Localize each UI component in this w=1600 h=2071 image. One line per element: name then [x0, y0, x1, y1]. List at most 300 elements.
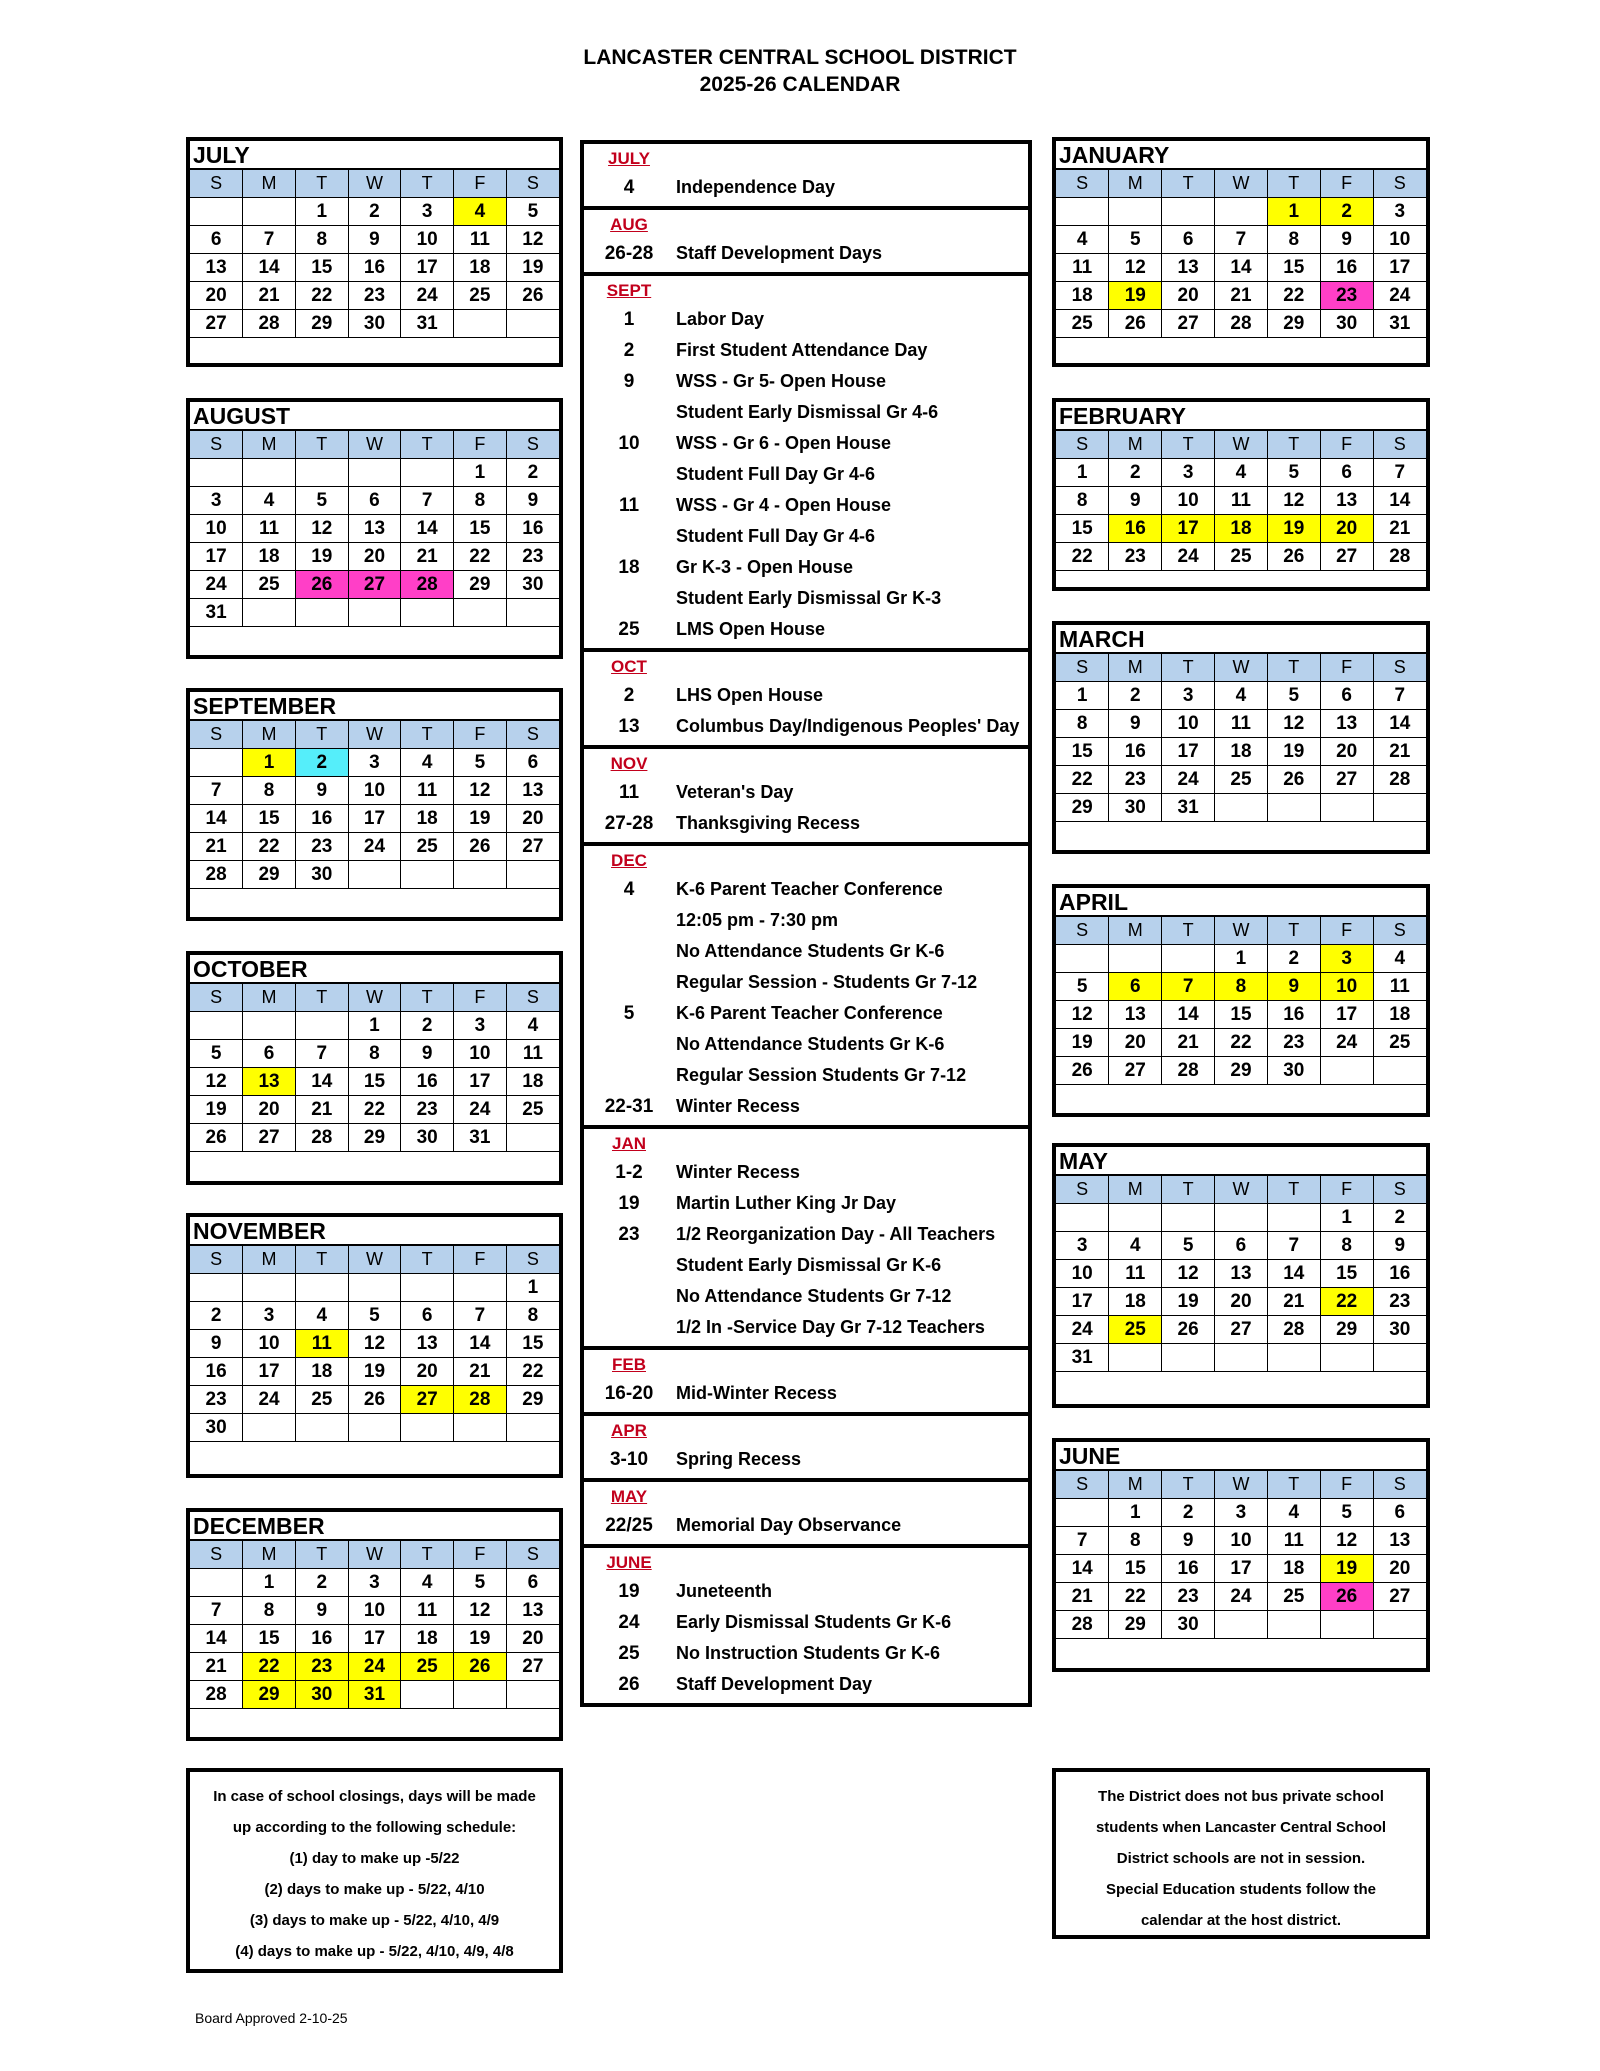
note-line: District schools are not in session. — [1116, 1850, 1366, 1867]
day-cell: 5 — [1056, 973, 1109, 1001]
day-cell: 18 — [1215, 738, 1268, 766]
weekday-header: S — [1056, 917, 1109, 945]
day-cell: 15 — [506, 1330, 559, 1358]
event-description: Winter Recess — [676, 1162, 800, 1182]
empty-day-cell — [401, 1274, 454, 1302]
event-group — [580, 272, 1032, 652]
month-february — [1052, 398, 1430, 591]
weekday-header: T — [1162, 654, 1215, 682]
day-cell: 6 — [190, 226, 243, 254]
event-month-heading: JUNE — [606, 1553, 652, 1572]
day-cell: 18 — [1373, 1001, 1426, 1029]
weekday-header: T — [295, 984, 348, 1012]
event-description: No Instruction Students Gr K-6 — [676, 1643, 941, 1663]
day-cell: 22 — [1056, 543, 1109, 571]
week-row — [190, 459, 559, 487]
event-date: 26-28 — [604, 242, 654, 264]
day-cell: 25 — [1215, 766, 1268, 794]
weekday-header: S — [1373, 917, 1426, 945]
day-cell: 9 — [1373, 1232, 1426, 1260]
weekday-header: W — [348, 431, 401, 459]
day-cell: 11 — [506, 1040, 559, 1068]
day-cell: 3 — [348, 749, 401, 777]
day-cell: 4 — [1267, 1499, 1320, 1527]
weekday-header: T — [295, 431, 348, 459]
empty-day-cell — [295, 599, 348, 627]
day-cell: 6 — [348, 487, 401, 515]
day-cell: 20 — [1320, 515, 1373, 543]
event-month-heading: DEC — [611, 851, 647, 870]
day-cell: 11 — [1373, 973, 1426, 1001]
event-month-heading: JAN — [611, 1134, 646, 1153]
empty-day-cell — [1373, 1057, 1426, 1085]
empty-day-cell — [506, 1414, 559, 1442]
empty-day-cell — [1320, 1344, 1373, 1372]
event-row — [584, 428, 1028, 459]
week-row — [1056, 515, 1426, 543]
event-description: LHS Open House — [676, 685, 824, 705]
day-cell: 16 — [190, 1358, 243, 1386]
day-cell: 28 — [1162, 1057, 1215, 1085]
day-cell: 16 — [401, 1068, 454, 1096]
month-october — [186, 951, 563, 1185]
event-row — [584, 1312, 1028, 1343]
day-cell: 24 — [348, 1653, 401, 1681]
day-cell: 15 — [1056, 738, 1109, 766]
event-description: Student Early Dismissal Gr K-6 — [676, 1255, 942, 1275]
weekday-header: S — [1373, 654, 1426, 682]
day-cell: 10 — [1162, 710, 1215, 738]
empty-day-cell — [1373, 1344, 1426, 1372]
day-cell: 13 — [1373, 1527, 1426, 1555]
weekday-header: S — [1056, 1176, 1109, 1204]
day-cell: 25 — [401, 833, 454, 861]
weekday-header: F — [1320, 917, 1373, 945]
event-row — [584, 583, 1028, 614]
week-row — [1056, 1499, 1426, 1527]
weekday-header: F — [1320, 170, 1373, 198]
day-cell: 24 — [454, 1096, 507, 1124]
empty-day-cell — [401, 459, 454, 487]
day-cell: 5 — [506, 198, 559, 226]
day-cell: 30 — [1320, 310, 1373, 338]
week-row — [1056, 945, 1426, 973]
week-row — [190, 1012, 559, 1040]
event-group — [580, 1478, 1032, 1548]
day-cell: 12 — [1267, 487, 1320, 515]
empty-day-cell — [1056, 945, 1109, 973]
day-cell: 6 — [243, 1040, 296, 1068]
weekday-header: F — [1320, 1471, 1373, 1499]
month-june — [1052, 1438, 1430, 1672]
week-row — [1056, 282, 1426, 310]
weekday-header: M — [243, 984, 296, 1012]
day-cell: 3 — [190, 487, 243, 515]
day-cell: 25 — [243, 571, 296, 599]
day-cell: 21 — [190, 833, 243, 861]
event-description: WSS - Gr 4 - Open House — [676, 495, 892, 515]
day-cell: 31 — [348, 1681, 401, 1709]
month-january — [1052, 137, 1430, 367]
month-name: JULY — [190, 141, 559, 170]
day-cell: 5 — [190, 1040, 243, 1068]
empty-day-cell — [243, 1414, 296, 1442]
week-row — [190, 1274, 559, 1302]
day-cell: 5 — [1109, 226, 1162, 254]
day-cell: 20 — [348, 543, 401, 571]
day-cell: 16 — [348, 254, 401, 282]
day-cell: 1 — [1215, 945, 1268, 973]
empty-day-cell — [454, 1414, 507, 1442]
day-cell: 10 — [1162, 487, 1215, 515]
event-description: Student Full Day Gr 4-6 — [676, 526, 876, 546]
event-row — [584, 490, 1028, 521]
day-cell: 31 — [1056, 1344, 1109, 1372]
event-month-heading: AUG — [610, 215, 648, 234]
weekday-header: W — [1215, 170, 1268, 198]
day-cell: 10 — [348, 777, 401, 805]
day-cell: 17 — [1215, 1555, 1268, 1583]
day-cell: 19 — [348, 1358, 401, 1386]
day-cell: 8 — [348, 1040, 401, 1068]
event-date: 1 — [623, 308, 635, 330]
event-group — [580, 1346, 1032, 1416]
day-cell: 17 — [1162, 515, 1215, 543]
day-cell: 25 — [1267, 1583, 1320, 1611]
weekday-header: F — [454, 1246, 507, 1274]
day-cell: 8 — [295, 226, 348, 254]
event-row — [584, 614, 1028, 645]
day-cell: 3 — [1215, 1499, 1268, 1527]
day-cell: 21 — [454, 1358, 507, 1386]
event-date: 9 — [623, 370, 635, 392]
weekday-header: T — [295, 721, 348, 749]
event-row — [584, 1576, 1028, 1607]
empty-day-cell — [1267, 794, 1320, 822]
day-cell: 5 — [454, 1569, 507, 1597]
day-cell: 17 — [190, 543, 243, 571]
event-row — [584, 711, 1028, 742]
day-cell: 21 — [1162, 1029, 1215, 1057]
event-row — [584, 459, 1028, 490]
day-cell: 7 — [1267, 1232, 1320, 1260]
day-cell: 4 — [243, 487, 296, 515]
day-cell: 27 — [1162, 310, 1215, 338]
day-cell: 30 — [506, 571, 559, 599]
event-description: Regular Session - Students Gr 7-12 — [676, 972, 978, 992]
day-cell: 15 — [1320, 1260, 1373, 1288]
day-cell: 22 — [454, 543, 507, 571]
day-cell: 4 — [1109, 1232, 1162, 1260]
week-row — [1056, 1001, 1426, 1029]
week-row — [1056, 1316, 1426, 1344]
day-cell: 15 — [295, 254, 348, 282]
week-row — [1056, 1344, 1426, 1372]
day-cell: 6 — [1109, 973, 1162, 1001]
day-cell: 16 — [506, 515, 559, 543]
week-row — [190, 1330, 559, 1358]
day-cell: 26 — [454, 833, 507, 861]
week-row — [1056, 254, 1426, 282]
event-date: 22/25 — [605, 1514, 653, 1536]
weekday-header: S — [1373, 431, 1426, 459]
day-cell: 7 — [1373, 459, 1426, 487]
weekday-header: S — [190, 984, 243, 1012]
day-cell: 31 — [454, 1124, 507, 1152]
day-cell: 27 — [506, 833, 559, 861]
day-cell: 5 — [348, 1302, 401, 1330]
month-name: JANUARY — [1056, 141, 1426, 170]
week-row — [1056, 710, 1426, 738]
day-cell: 8 — [506, 1302, 559, 1330]
weekday-header: M — [1109, 170, 1162, 198]
month-grid — [190, 1541, 559, 1709]
day-cell: 31 — [190, 599, 243, 627]
day-cell: 2 — [348, 198, 401, 226]
note-line: In case of school closings, days will be made — [213, 1788, 536, 1805]
week-row — [1056, 766, 1426, 794]
event-description: First Student Attendance Day — [676, 340, 928, 360]
month-grid — [1056, 654, 1426, 822]
day-cell: 1 — [1056, 682, 1109, 710]
day-cell: 15 — [348, 1068, 401, 1096]
day-cell: 21 — [243, 282, 296, 310]
day-cell: 25 — [1056, 310, 1109, 338]
day-cell: 28 — [295, 1124, 348, 1152]
day-cell: 25 — [295, 1386, 348, 1414]
day-cell: 1 — [1267, 198, 1320, 226]
day-cell: 7 — [1056, 1527, 1109, 1555]
day-cell: 2 — [1267, 945, 1320, 973]
event-description: Thanksgiving Recess — [676, 813, 861, 833]
day-cell: 17 — [454, 1068, 507, 1096]
event-description: K-6 Parent Teacher Conference — [676, 1003, 943, 1023]
event-description: Staff Development Days — [676, 243, 883, 263]
day-cell: 14 — [1373, 487, 1426, 515]
day-cell: 8 — [1215, 973, 1268, 1001]
day-cell: 30 — [295, 1681, 348, 1709]
day-cell: 23 — [190, 1386, 243, 1414]
day-cell: 14 — [243, 254, 296, 282]
day-cell: 13 — [190, 254, 243, 282]
day-cell: 25 — [1215, 543, 1268, 571]
weekday-header: T — [1267, 431, 1320, 459]
day-cell: 8 — [1267, 226, 1320, 254]
month-name: APRIL — [1056, 888, 1426, 917]
day-cell: 23 — [1267, 1029, 1320, 1057]
event-row — [584, 1378, 1028, 1409]
week-row — [190, 833, 559, 861]
day-cell: 27 — [1215, 1316, 1268, 1344]
event-row — [584, 1188, 1028, 1219]
event-group — [580, 842, 1032, 1129]
day-cell: 19 — [1162, 1288, 1215, 1316]
empty-day-cell — [401, 1414, 454, 1442]
week-row — [1056, 1260, 1426, 1288]
weekday-header: F — [1320, 431, 1373, 459]
event-month-heading: NOV — [610, 754, 648, 773]
day-cell: 17 — [1320, 1001, 1373, 1029]
weekday-header: S — [1056, 431, 1109, 459]
day-cell: 20 — [243, 1096, 296, 1124]
day-cell: 11 — [401, 1597, 454, 1625]
day-cell: 14 — [1373, 710, 1426, 738]
week-row — [190, 777, 559, 805]
empty-day-cell — [243, 1012, 296, 1040]
week-row — [190, 310, 559, 338]
day-cell: 6 — [1215, 1232, 1268, 1260]
day-cell: 16 — [1109, 738, 1162, 766]
event-month-heading: OCT — [611, 657, 647, 676]
week-row — [1056, 1555, 1426, 1583]
week-row — [1056, 973, 1426, 1001]
day-cell: 23 — [1109, 766, 1162, 794]
week-row — [190, 1096, 559, 1124]
event-group — [580, 206, 1032, 276]
day-cell: 22 — [1320, 1288, 1373, 1316]
empty-day-cell — [1373, 794, 1426, 822]
empty-day-cell — [1320, 1057, 1373, 1085]
day-cell: 22 — [1267, 282, 1320, 310]
empty-day-cell — [348, 1274, 401, 1302]
week-row — [1056, 682, 1426, 710]
day-cell: 17 — [243, 1358, 296, 1386]
day-cell: 23 — [1373, 1288, 1426, 1316]
calendar-year-title: 2025-26 CALENDAR — [699, 73, 901, 96]
day-cell: 18 — [506, 1068, 559, 1096]
day-cell: 30 — [1162, 1611, 1215, 1639]
event-date: 10 — [618, 432, 640, 454]
empty-day-cell — [1056, 1499, 1109, 1527]
board-approved-note: Board Approved 2-10-25 — [195, 2010, 348, 2026]
day-cell: 26 — [1056, 1057, 1109, 1085]
empty-day-cell — [1162, 945, 1215, 973]
event-date: 23 — [618, 1223, 640, 1245]
day-cell: 2 — [295, 1569, 348, 1597]
day-cell: 14 — [454, 1330, 507, 1358]
day-cell: 21 — [295, 1096, 348, 1124]
day-cell: 12 — [1267, 710, 1320, 738]
day-cell: 25 — [1373, 1029, 1426, 1057]
empty-day-cell — [506, 599, 559, 627]
month-grid — [190, 1246, 559, 1442]
event-row — [584, 1607, 1028, 1638]
day-cell: 17 — [348, 1625, 401, 1653]
day-cell: 4 — [1056, 226, 1109, 254]
day-cell: 28 — [1056, 1611, 1109, 1639]
weekday-header: M — [1109, 1471, 1162, 1499]
day-cell: 22 — [1215, 1029, 1268, 1057]
note-line: The District does not bus private school — [1098, 1788, 1384, 1805]
event-date: 27-28 — [604, 812, 654, 834]
day-cell: 4 — [401, 749, 454, 777]
empty-day-cell — [454, 861, 507, 889]
day-cell: 2 — [1373, 1204, 1426, 1232]
day-cell: 12 — [348, 1330, 401, 1358]
weekday-header: M — [243, 1541, 296, 1569]
day-cell: 21 — [1215, 282, 1268, 310]
day-cell: 20 — [1162, 282, 1215, 310]
weekday-header: M — [243, 1246, 296, 1274]
event-row — [584, 998, 1028, 1029]
event-description: Gr K-3 - Open House — [676, 557, 854, 577]
event-group — [580, 140, 1032, 210]
day-cell: 26 — [1109, 310, 1162, 338]
empty-day-cell — [243, 599, 296, 627]
month-grid — [1056, 917, 1426, 1085]
day-cell: 14 — [1267, 1260, 1320, 1288]
weekday-header: T — [295, 1246, 348, 1274]
day-cell: 13 — [506, 1597, 559, 1625]
day-cell: 20 — [506, 805, 559, 833]
day-cell: 6 — [1320, 459, 1373, 487]
day-cell: 26 — [506, 282, 559, 310]
day-cell: 24 — [1215, 1583, 1268, 1611]
day-cell: 13 — [401, 1330, 454, 1358]
day-cell: 13 — [1109, 1001, 1162, 1029]
event-date: 19 — [618, 1580, 640, 1602]
weekday-header: S — [506, 170, 559, 198]
day-cell: 28 — [243, 310, 296, 338]
day-cell: 9 — [1267, 973, 1320, 1001]
week-row — [190, 861, 559, 889]
day-cell: 27 — [190, 310, 243, 338]
day-cell: 4 — [401, 1569, 454, 1597]
day-cell: 28 — [190, 861, 243, 889]
weekday-header: W — [348, 1246, 401, 1274]
day-cell: 13 — [348, 515, 401, 543]
empty-day-cell — [1267, 1611, 1320, 1639]
month-august — [186, 398, 563, 659]
month-grid — [1056, 1471, 1426, 1639]
day-cell: 2 — [295, 749, 348, 777]
note-line: up according to the following schedule: — [232, 1819, 517, 1836]
weekday-header: S — [506, 431, 559, 459]
weekday-header: S — [506, 984, 559, 1012]
day-cell: 27 — [348, 571, 401, 599]
day-cell: 23 — [295, 1653, 348, 1681]
week-row — [190, 1681, 559, 1709]
weekday-header: W — [348, 721, 401, 749]
empty-day-cell — [190, 1012, 243, 1040]
weekday-header: F — [1320, 1176, 1373, 1204]
day-cell: 19 — [1267, 738, 1320, 766]
event-group — [580, 1412, 1032, 1482]
day-cell: 12 — [295, 515, 348, 543]
bus-policy-note — [1052, 1768, 1430, 1939]
day-cell: 24 — [190, 571, 243, 599]
day-cell: 11 — [1215, 487, 1268, 515]
day-cell: 8 — [1056, 710, 1109, 738]
day-cell: 1 — [243, 749, 296, 777]
month-december — [186, 1508, 563, 1741]
day-cell: 28 — [190, 1681, 243, 1709]
month-name: MAY — [1056, 1147, 1426, 1176]
event-row — [584, 304, 1028, 335]
week-row — [1056, 459, 1426, 487]
month-march — [1052, 621, 1430, 854]
week-row — [1056, 794, 1426, 822]
event-date: 3-10 — [609, 1448, 649, 1470]
event-description: No Attendance Students Gr K-6 — [676, 941, 945, 961]
event-row — [584, 967, 1028, 998]
day-cell: 4 — [1373, 945, 1426, 973]
day-cell: 21 — [190, 1653, 243, 1681]
day-cell: 10 — [401, 226, 454, 254]
day-cell: 22 — [243, 1653, 296, 1681]
day-cell: 15 — [1267, 254, 1320, 282]
day-cell: 22 — [348, 1096, 401, 1124]
